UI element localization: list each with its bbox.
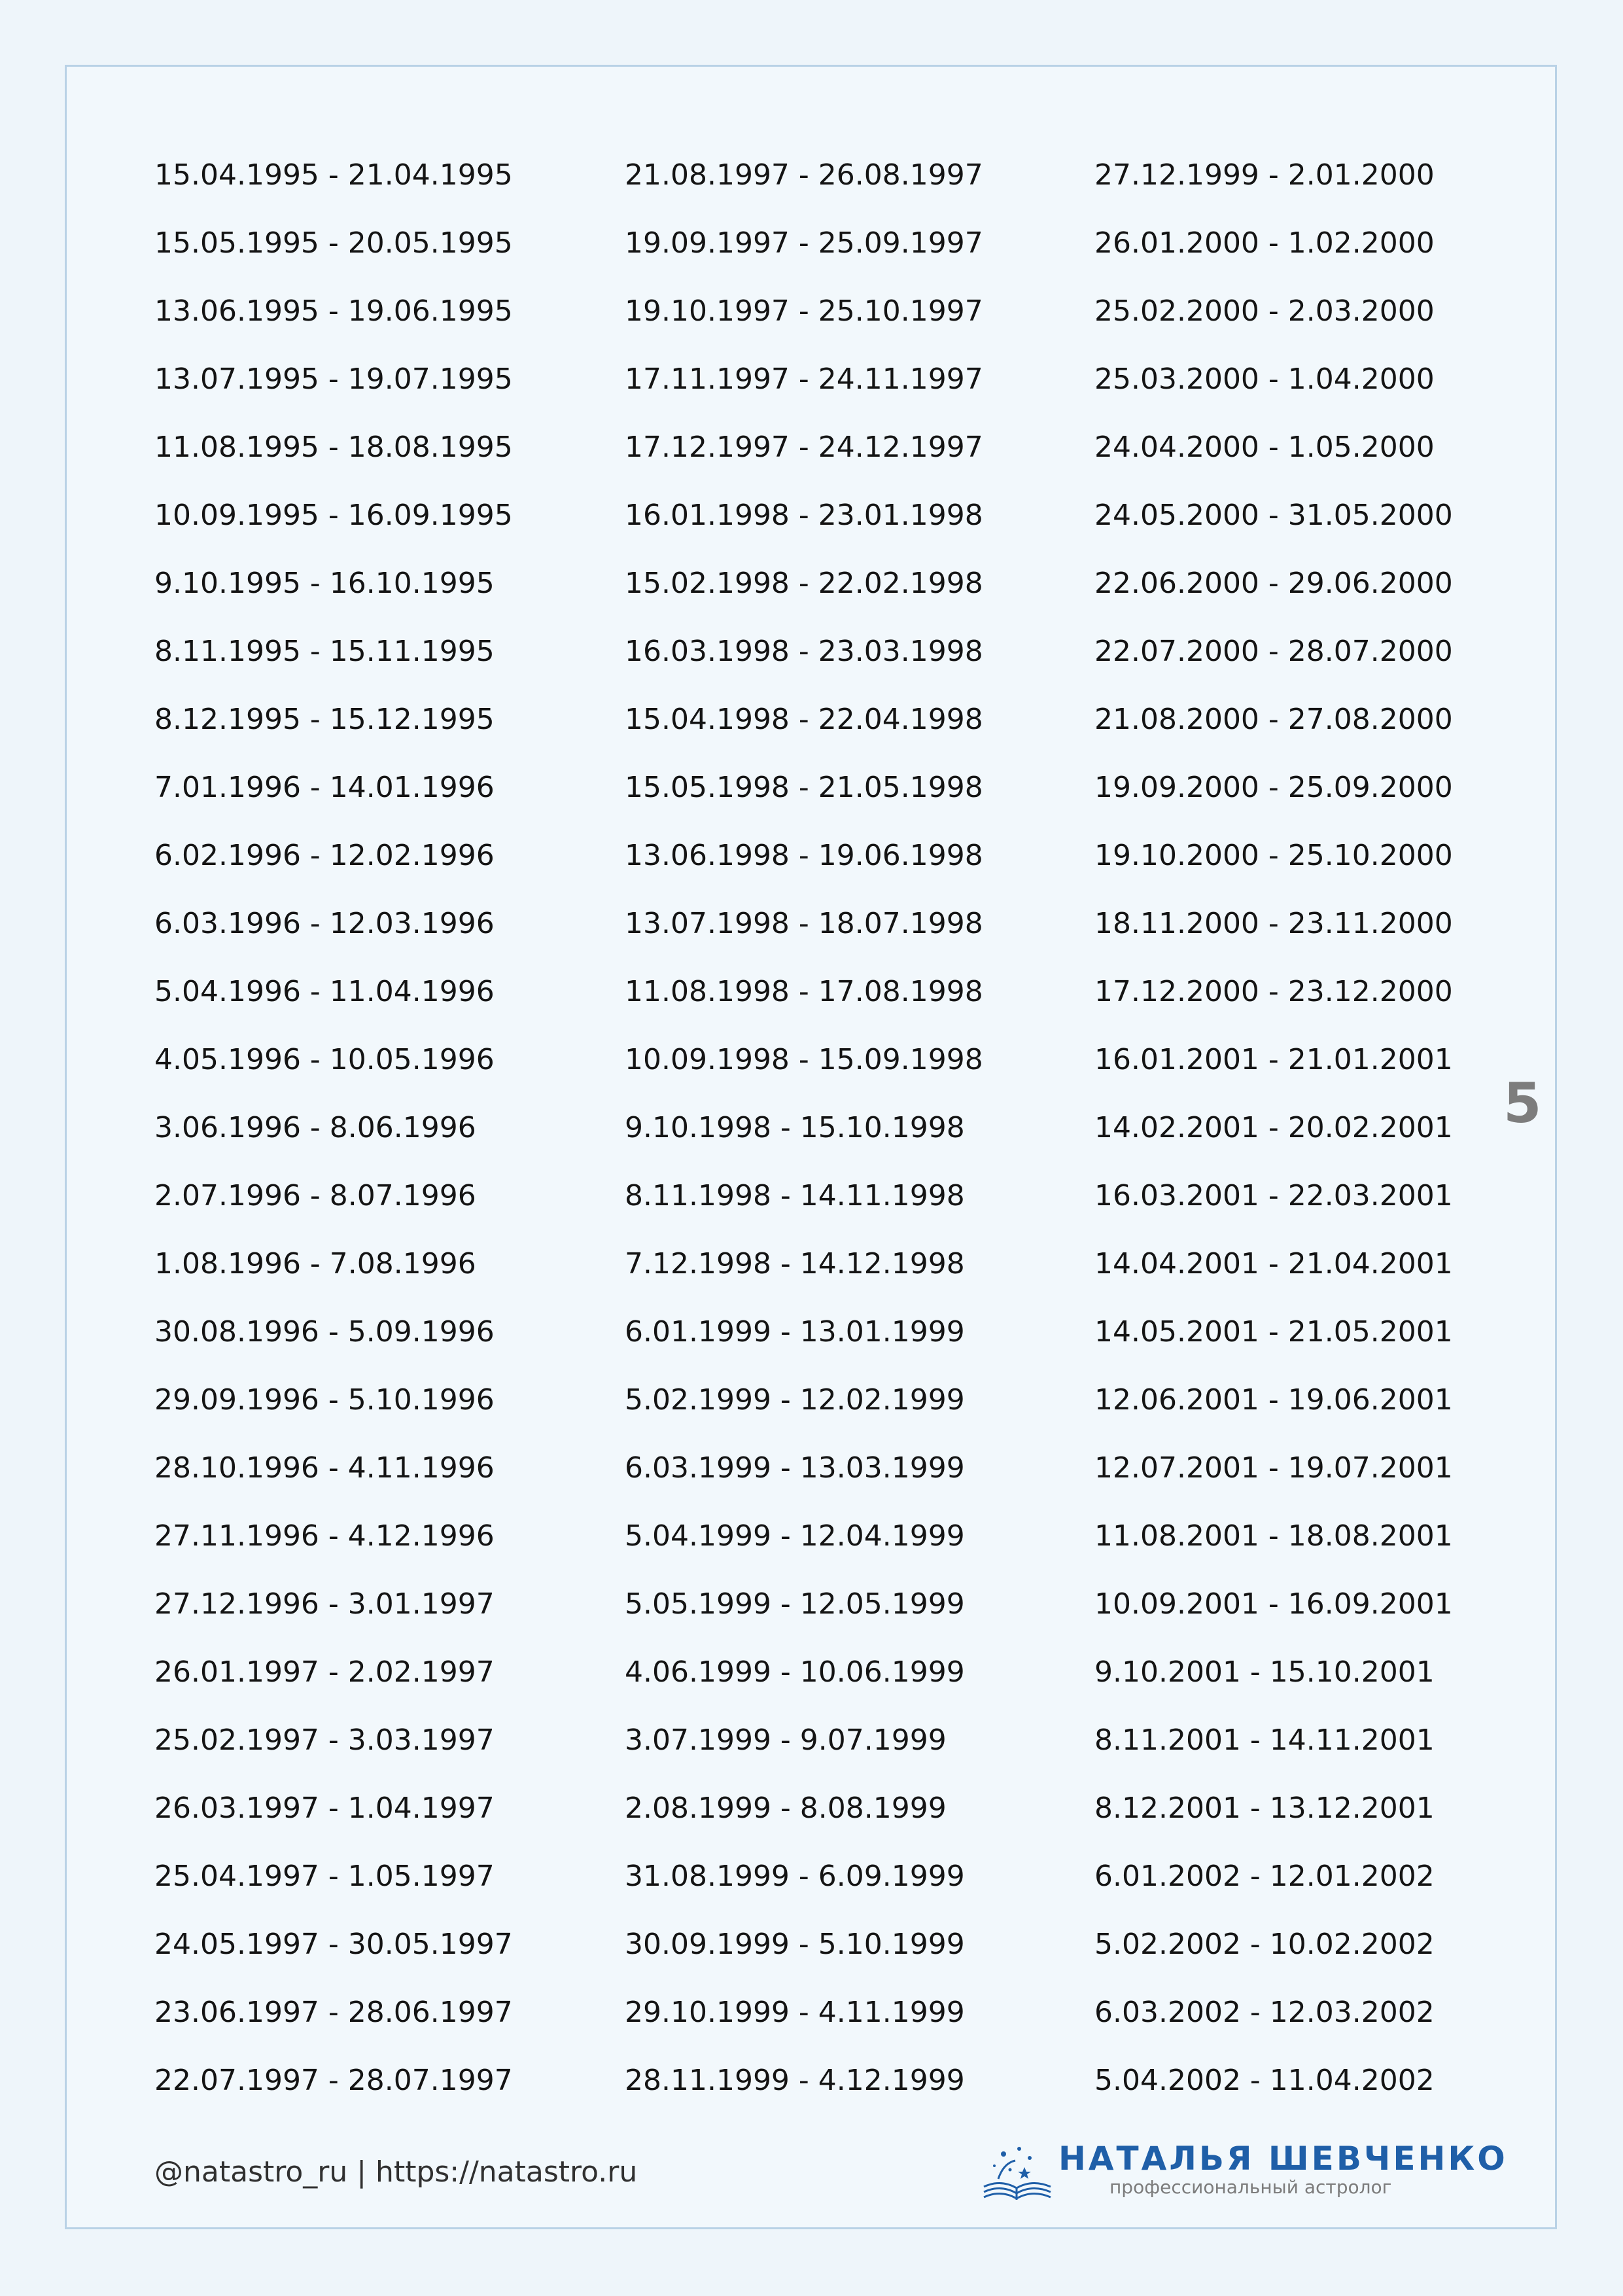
date-range-item: 23.06.1997 - 28.06.1997 bbox=[154, 1996, 513, 2029]
date-range-item: 17.11.1997 - 24.11.1997 bbox=[625, 362, 983, 396]
date-range-item: 8.11.1995 - 15.11.1995 bbox=[154, 635, 495, 668]
date-range-item: 28.11.1999 - 4.12.1999 bbox=[625, 2064, 965, 2097]
date-range-item: 6.03.1999 - 13.03.1999 bbox=[625, 1451, 965, 1485]
date-range-item: 14.04.2001 - 21.04.2001 bbox=[1094, 1247, 1453, 1280]
date-range-item: 9.10.1998 - 15.10.1998 bbox=[625, 1111, 965, 1144]
date-range-item: 13.06.1995 - 19.06.1995 bbox=[154, 294, 513, 328]
brand-tagline: профессиональный астролог bbox=[1109, 2176, 1392, 2198]
date-range-item: 29.10.1999 - 4.11.1999 bbox=[625, 1996, 965, 2029]
date-range-item: 25.02.2000 - 2.03.2000 bbox=[1094, 294, 1435, 328]
date-range-item: 5.02.1999 - 12.02.1999 bbox=[625, 1383, 965, 1417]
date-range-item: 14.02.2001 - 20.02.2001 bbox=[1094, 1111, 1453, 1144]
date-range-item: 30.08.1996 - 5.09.1996 bbox=[154, 1315, 495, 1349]
date-range-item: 24.05.1997 - 30.05.1997 bbox=[154, 1928, 513, 1961]
date-range-item: 9.10.1995 - 16.10.1995 bbox=[154, 567, 495, 600]
date-range-item: 27.11.1996 - 4.12.1996 bbox=[154, 1519, 495, 1553]
date-range-item: 15.04.1995 - 21.04.1995 bbox=[154, 158, 513, 192]
date-range-item: 8.12.2001 - 13.12.2001 bbox=[1094, 1792, 1435, 1825]
date-range-item: 8.12.1995 - 15.12.1995 bbox=[154, 703, 495, 736]
date-range-item: 26.03.1997 - 1.04.1997 bbox=[154, 1792, 495, 1825]
date-range-item: 9.10.2001 - 15.10.2001 bbox=[1094, 1655, 1435, 1689]
date-range-item: 25.03.2000 - 1.04.2000 bbox=[1094, 362, 1435, 396]
date-range-item: 6.01.1999 - 13.01.1999 bbox=[625, 1315, 965, 1349]
date-range-item: 7.01.1996 - 14.01.1996 bbox=[154, 771, 495, 804]
date-range-item: 10.09.1998 - 15.09.1998 bbox=[625, 1043, 983, 1076]
date-range-item: 10.09.1995 - 16.09.1995 bbox=[154, 499, 513, 532]
date-range-item: 16.03.1998 - 23.03.1998 bbox=[625, 635, 983, 668]
date-column-1 bbox=[154, 154, 513, 2128]
date-range-item: 24.04.2000 - 1.05.2000 bbox=[1094, 431, 1435, 464]
date-range-item: 5.02.2002 - 10.02.2002 bbox=[1094, 1928, 1435, 1961]
date-range-item: 19.09.1997 - 25.09.1997 bbox=[625, 226, 983, 260]
date-range-item: 11.08.1998 - 17.08.1998 bbox=[625, 975, 983, 1008]
date-range-item: 25.04.1997 - 1.05.1997 bbox=[154, 1860, 495, 1893]
date-range-item: 4.05.1996 - 10.05.1996 bbox=[154, 1043, 495, 1076]
date-range-item: 13.07.1998 - 18.07.1998 bbox=[625, 907, 983, 940]
date-range-item: 11.08.2001 - 18.08.2001 bbox=[1094, 1519, 1453, 1553]
date-range-item: 16.03.2001 - 22.03.2001 bbox=[1094, 1179, 1453, 1212]
date-range-item: 17.12.2000 - 23.12.2000 bbox=[1094, 975, 1453, 1008]
date-range-item: 6.01.2002 - 12.01.2002 bbox=[1094, 1860, 1435, 1893]
date-range-item: 15.02.1998 - 22.02.1998 bbox=[625, 567, 983, 600]
page-number: 5 bbox=[1503, 1071, 1542, 1135]
brand-name: НАТАЛЬЯ ШЕВЧЕНКО bbox=[1058, 2140, 1508, 2178]
date-range-item: 24.05.2000 - 31.05.2000 bbox=[1094, 499, 1453, 532]
date-range-item: 15.04.1998 - 22.04.1998 bbox=[625, 703, 983, 736]
date-range-item: 3.07.1999 - 9.07.1999 bbox=[625, 1723, 947, 1757]
date-range-item: 6.03.1996 - 12.03.1996 bbox=[154, 907, 495, 940]
date-range-item: 17.12.1997 - 24.12.1997 bbox=[625, 431, 983, 464]
date-range-item: 18.11.2000 - 23.11.2000 bbox=[1094, 907, 1453, 940]
date-range-item: 12.06.2001 - 19.06.2001 bbox=[1094, 1383, 1453, 1417]
date-range-item: 14.05.2001 - 21.05.2001 bbox=[1094, 1315, 1453, 1349]
date-range-item: 26.01.1997 - 2.02.1997 bbox=[154, 1655, 495, 1689]
date-range-item: 4.06.1999 - 10.06.1999 bbox=[625, 1655, 965, 1689]
date-range-item: 26.01.2000 - 1.02.2000 bbox=[1094, 226, 1435, 260]
date-range-item: 22.07.2000 - 28.07.2000 bbox=[1094, 635, 1453, 668]
date-range-item: 11.08.1995 - 18.08.1995 bbox=[154, 431, 513, 464]
date-range-item: 25.02.1997 - 3.03.1997 bbox=[154, 1723, 495, 1757]
date-range-item: 13.06.1998 - 19.06.1998 bbox=[625, 839, 983, 872]
date-range-item: 28.10.1996 - 4.11.1996 bbox=[154, 1451, 495, 1485]
date-range-item: 21.08.1997 - 26.08.1997 bbox=[625, 158, 983, 192]
date-range-item: 5.04.1999 - 12.04.1999 bbox=[625, 1519, 965, 1553]
date-range-item: 27.12.1996 - 3.01.1997 bbox=[154, 1587, 495, 1621]
date-range-item: 22.06.2000 - 29.06.2000 bbox=[1094, 567, 1453, 600]
date-range-item: 7.12.1998 - 14.12.1998 bbox=[625, 1247, 965, 1280]
date-range-item: 5.04.2002 - 11.04.2002 bbox=[1094, 2064, 1435, 2097]
date-column-2 bbox=[625, 154, 983, 2128]
date-range-item: 12.07.2001 - 19.07.2001 bbox=[1094, 1451, 1453, 1485]
brand-logo bbox=[979, 2137, 1508, 2209]
date-range-item: 19.09.2000 - 25.09.2000 bbox=[1094, 771, 1453, 804]
date-range-item: 3.06.1996 - 8.06.1996 bbox=[154, 1111, 476, 1144]
date-range-item: 6.03.2002 - 12.03.2002 bbox=[1094, 1996, 1435, 2029]
date-range-item: 1.08.1996 - 7.08.1996 bbox=[154, 1247, 476, 1280]
date-range-item: 19.10.2000 - 25.10.2000 bbox=[1094, 839, 1453, 872]
date-range-item: 2.07.1996 - 8.07.1996 bbox=[154, 1179, 476, 1212]
date-range-item: 5.05.1999 - 12.05.1999 bbox=[625, 1587, 965, 1621]
date-range-item: 16.01.1998 - 23.01.1998 bbox=[625, 499, 983, 532]
open-book-with-stars-icon bbox=[979, 2141, 1056, 2204]
date-range-item: 2.08.1999 - 8.08.1999 bbox=[625, 1792, 947, 1825]
date-range-item: 21.08.2000 - 27.08.2000 bbox=[1094, 703, 1453, 736]
date-range-item: 19.10.1997 - 25.10.1997 bbox=[625, 294, 983, 328]
date-range-item: 10.09.2001 - 16.09.2001 bbox=[1094, 1587, 1453, 1621]
date-range-item: 30.09.1999 - 5.10.1999 bbox=[625, 1928, 965, 1961]
date-range-item: 27.12.1999 - 2.01.2000 bbox=[1094, 158, 1435, 192]
date-range-item: 6.02.1996 - 12.02.1996 bbox=[154, 839, 495, 872]
date-range-item: 15.05.1998 - 21.05.1998 bbox=[625, 771, 983, 804]
date-range-item: 8.11.1998 - 14.11.1998 bbox=[625, 1179, 965, 1212]
date-range-item: 31.08.1999 - 6.09.1999 bbox=[625, 1860, 965, 1893]
date-range-item: 5.04.1996 - 11.04.1996 bbox=[154, 975, 495, 1008]
date-range-item: 8.11.2001 - 14.11.2001 bbox=[1094, 1723, 1435, 1757]
date-range-item: 16.01.2001 - 21.01.2001 bbox=[1094, 1043, 1453, 1076]
date-column-3 bbox=[1094, 154, 1453, 2128]
date-range-item: 22.07.1997 - 28.07.1997 bbox=[154, 2064, 513, 2097]
date-range-item: 29.09.1996 - 5.10.1996 bbox=[154, 1383, 495, 1417]
footer-contacts: @natastro_ru | https://natastro.ru bbox=[154, 2155, 638, 2189]
date-range-item: 13.07.1995 - 19.07.1995 bbox=[154, 362, 513, 396]
date-range-item: 15.05.1995 - 20.05.1995 bbox=[154, 226, 513, 260]
